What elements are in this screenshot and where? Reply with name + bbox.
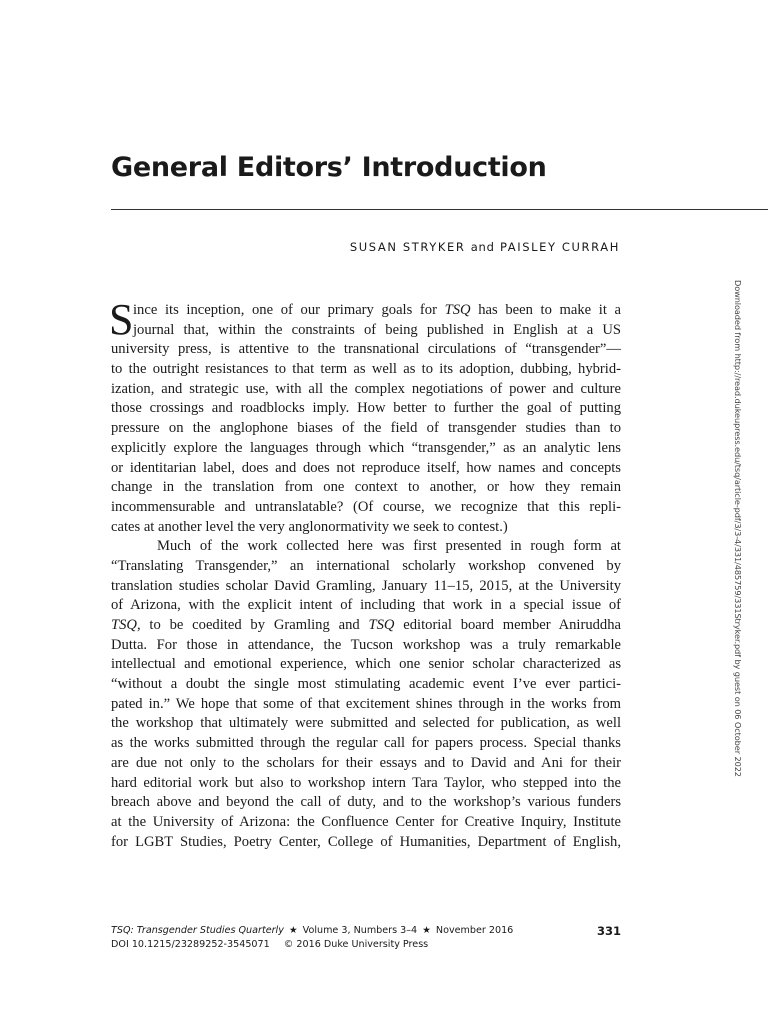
page-footer [111, 924, 621, 952]
body-text-segment: cates at another level the very anglonormativity we seek to contest.) [111, 518, 508, 535]
author-conjunction: and [470, 240, 495, 254]
body-text-segment: at the University of Arizona: the Confluence Center for Creative Inquiry, Institute [111, 813, 621, 830]
doi-link[interactable]: DOI 10.1215/23289252-3545071 [111, 939, 270, 950]
body-text-segment: “Translating Transgender,” an international scholarly workshop convened by [111, 557, 621, 574]
body-text-segment: as the works submitted through the regular call for papers process. Special thanks [111, 735, 621, 752]
body-text-segment: Much of the work collected here was first presented in rough form at [157, 538, 621, 555]
author-line [350, 240, 620, 254]
body-line [111, 734, 621, 754]
body-text-segment: explicitly explore the languages through which “transgender,” as an analytic lens [111, 439, 621, 456]
body-text-segment: breach above and beyond the call of duty, and to the workshop’s various funders [111, 794, 621, 811]
body-text-segment: translation studies scholar David Gramling, January 11–15, 2015, at the University [111, 577, 621, 594]
download-note[interactable]: Downloaded from http://read.dukeupress.edu/tsq/article-pdf/3/3-4/331/485759/331Stryker.pdf by guest on 06 October 2022 [733, 280, 743, 777]
body-text-segment: the workshop that ultimately were submitted and selected for publication, as well [111, 715, 621, 732]
body-line [111, 301, 621, 321]
body-line [111, 655, 621, 675]
page-title: General Editors’ Introduction [111, 152, 547, 183]
body-text-segment: Dutta. For those in attendance, the Tucson workshop was a truly remarkable [111, 636, 621, 653]
body-line [111, 577, 621, 597]
body-text-segment: has been to make it a [470, 302, 622, 318]
body-text-segment: pressure on the anglophone biases of the field of transgender studies than to [111, 420, 621, 437]
body-text-segment: are due not only to the scholars for their essays and to David and Ani for their [111, 754, 621, 771]
body-text-segment: incommensurable and untranslatable? (Of course, we recognize that this repli- [111, 498, 621, 515]
separator-star-icon: ★ [288, 925, 298, 936]
footer-citation [111, 924, 513, 938]
body-line [111, 537, 621, 557]
body-text-segment: of Arizona, with the explicit intent of including that work in a special issue of [111, 597, 621, 614]
download-watermark [733, 280, 743, 777]
body-text-segment: to the outright resistances to that term as well as to its adoption, dubbing, hybrid- [111, 361, 621, 378]
journal-volume: Volume 3, Numbers 3–4 [302, 925, 418, 936]
body-line [111, 714, 621, 734]
body-line [111, 340, 621, 360]
body-line [111, 498, 621, 518]
title-divider [111, 209, 768, 210]
body-line [111, 557, 621, 577]
footer-row-citation [111, 924, 621, 938]
body-line [111, 754, 621, 774]
journal-name: TSQ: Transgender Studies Quarterly [111, 925, 284, 936]
body-line [111, 695, 621, 715]
body-text-segment: “without a doubt the single most stimulating academic event I’ve ever partici- [111, 676, 621, 693]
body-line [111, 380, 621, 400]
body-text-segment: pated in.” We hope that some of that excitement shines through in the works from [111, 695, 621, 712]
body-text-segment: intellectual and emotional experience, which one senior scholar characterized as [111, 656, 621, 673]
copyright-notice: © 2016 Duke University Press [283, 939, 429, 950]
body-line [111, 833, 621, 853]
body-line [111, 774, 621, 794]
body-text-segment: university press, is attentive to the transnational circulations of “transgender”— [111, 341, 621, 358]
body-text-segment: editorial board member Aniruddha [394, 617, 622, 633]
body-line [111, 419, 621, 439]
body-line [111, 360, 621, 380]
body-text-segment: or identitarian label, does and does not reproduce itself, how names and concepts [111, 459, 621, 476]
journal-abbrev: TSQ [444, 302, 471, 318]
article-body [111, 301, 621, 852]
separator-star-icon: ★ [422, 925, 431, 936]
journal-abbrev: TSQ [111, 617, 137, 633]
body-line [111, 793, 621, 813]
journal-abbrev: TSQ [368, 617, 395, 633]
author-names-second: PAISLEY CURRAH [500, 240, 620, 254]
footer-row-doi [111, 938, 621, 952]
page-number: 331 [596, 924, 621, 938]
body-line [111, 675, 621, 695]
author-names-first: SUSAN STRYKER [349, 240, 466, 254]
journal-date: November 2016 [435, 925, 514, 936]
body-line [111, 518, 621, 538]
body-line [111, 616, 621, 636]
body-line [111, 439, 621, 459]
body-text-segment: ization, and strategic use, with all the complex negotiations of power and culture [111, 380, 621, 397]
body-text-segment: ince its inception, one of our primary goals for [133, 302, 445, 318]
body-line [111, 478, 621, 498]
body-text-segment: hard editorial work but also to workshop intern Tara Taylor, who stepped into the [111, 774, 621, 791]
body-text-segment: those crossings and roadblocks imply. How better to further the goal of putting [111, 400, 621, 417]
body-line [111, 399, 621, 419]
body-line [111, 813, 621, 833]
body-line [111, 459, 621, 479]
body-text-segment: for LGBT Studies, Poetry Center, College of Humanities, Department of English, [111, 833, 621, 850]
body-text-segment: change in the translation from one context to another, or how they remain [111, 479, 621, 496]
body-line [111, 321, 621, 341]
body-line [111, 596, 621, 616]
body-text-segment: journal that, within the constraints of being published in English at a US [133, 321, 621, 338]
drop-cap: S [109, 295, 134, 344]
body-line [111, 636, 621, 656]
body-text-segment: , to be coedited by Gramling and [136, 617, 369, 633]
